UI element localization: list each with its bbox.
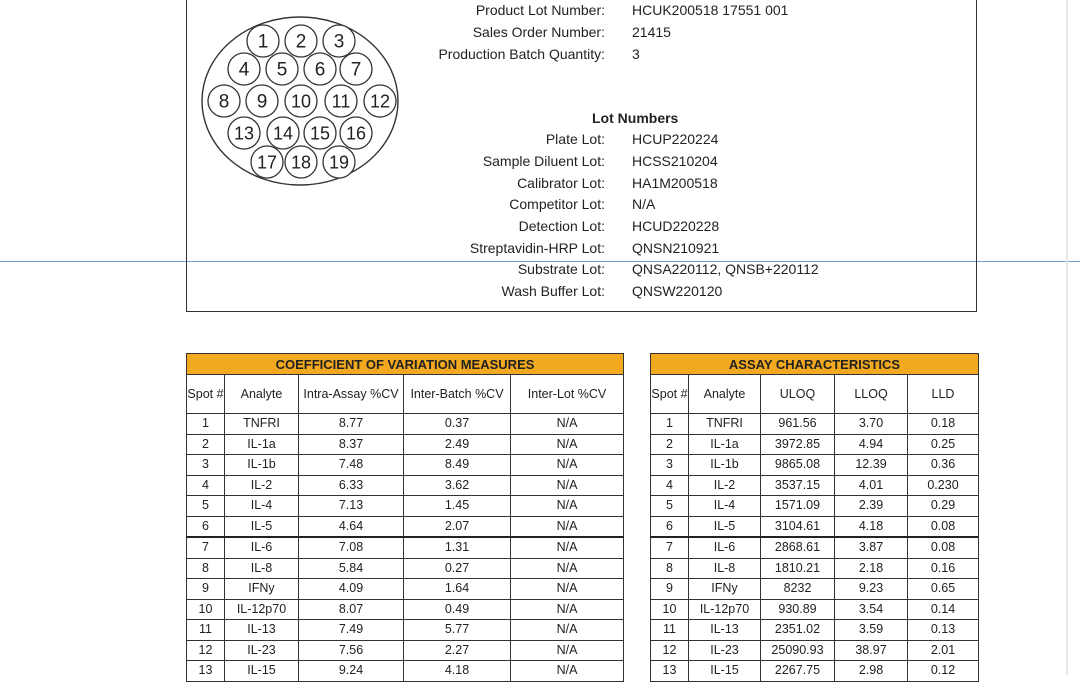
ac-cell: 2351.02 (761, 620, 835, 641)
cv-table-row (187, 537, 624, 558)
cv-cell: 2.27 (404, 640, 511, 661)
ac-cell: 3 (651, 455, 689, 476)
ac-cell: 0.08 (908, 516, 979, 537)
cv-cell: N/A (511, 558, 624, 579)
cv-header-spot: Spot # (187, 375, 225, 414)
ac-table-row (651, 414, 979, 435)
cv-cell: IL-5 (225, 516, 299, 537)
cv-cell: N/A (511, 579, 624, 600)
cv-cell: N/A (511, 661, 624, 682)
cv-table-title: COEFFICIENT OF VARIATION MEASURES (187, 354, 624, 375)
cv-header-inter-batch: Inter-Batch %CV (404, 375, 511, 414)
ac-table-row (651, 599, 979, 620)
cv-cell: IL-8 (225, 558, 299, 579)
cv-cell: 1.64 (404, 579, 511, 600)
cv-cell: IL-4 (225, 496, 299, 517)
lots-row (186, 238, 977, 258)
ac-cell: 1571.09 (761, 496, 835, 517)
cv-cell: 13 (187, 661, 225, 682)
spot-number: 13 (233, 123, 255, 144)
ac-cell: 25090.93 (761, 640, 835, 661)
ac-table-row (651, 516, 979, 537)
cv-cell: 7.49 (299, 620, 404, 641)
cv-cell: TNFRI (225, 414, 299, 435)
ac-table-row (651, 537, 979, 558)
cv-cell: 9 (187, 579, 225, 600)
ac-header-analyte: Analyte (689, 375, 761, 414)
cv-table-row (187, 455, 624, 476)
info-value: HCUK200518 17551 001 (632, 2, 789, 18)
cv-cell: 6 (187, 516, 225, 537)
ac-table-row (651, 620, 979, 641)
lots-label: Competitor Lot: (509, 196, 605, 212)
ac-cell: 4.01 (835, 475, 908, 496)
cv-cell: N/A (511, 516, 624, 537)
cv-cell: 7.56 (299, 640, 404, 661)
ac-table-row (651, 640, 979, 661)
lots-row (186, 216, 977, 236)
cv-cell: 10 (187, 599, 225, 620)
ac-cell: 4 (651, 475, 689, 496)
info-label: Sales Order Number: (472, 24, 605, 40)
cv-cell: 5.84 (299, 558, 404, 579)
lots-row (186, 194, 977, 214)
spot-number: 15 (309, 123, 331, 144)
ac-cell: IL-13 (689, 620, 761, 641)
info-label: Product Lot Number: (475, 2, 605, 18)
ac-cell: IFNy (689, 579, 761, 600)
spot-number: 8 (218, 91, 230, 113)
ac-cell: 1810.21 (761, 558, 835, 579)
ac-cell: 4.18 (835, 516, 908, 537)
spot-number: 19 (328, 152, 350, 173)
ac-cell: 3.87 (835, 537, 908, 558)
ac-cell: IL-1b (689, 455, 761, 476)
lots-label: Sample Diluent Lot: (482, 153, 605, 169)
info-row (186, 22, 977, 42)
spot-number: 16 (345, 123, 367, 144)
ac-cell: 1 (651, 414, 689, 435)
spot-number: 12 (369, 91, 391, 112)
cv-cell: 3 (187, 455, 225, 476)
cv-cell: 9.24 (299, 661, 404, 682)
ac-table-row (651, 475, 979, 496)
cv-cell: IL-1a (225, 434, 299, 455)
cv-cell: 1.45 (404, 496, 511, 517)
spot-number: 1 (257, 31, 269, 53)
ac-cell: 0.14 (908, 599, 979, 620)
spot-number: 11 (331, 91, 351, 112)
ac-cell: 3.70 (835, 414, 908, 435)
cv-cell: 1.31 (404, 537, 511, 558)
ac-cell: 9 (651, 579, 689, 600)
lots-label: Calibrator Lot: (517, 175, 605, 191)
ac-table-row (651, 455, 979, 476)
ac-cell: 2.18 (835, 558, 908, 579)
ac-cell: 0.08 (908, 537, 979, 558)
spot-number: 2 (295, 31, 307, 53)
assay-characteristics-table (650, 353, 979, 682)
ac-cell: IL-6 (689, 537, 761, 558)
cv-cell: 7 (187, 537, 225, 558)
cv-cell: N/A (511, 434, 624, 455)
cv-cell: N/A (511, 475, 624, 496)
cv-cell: IFNy (225, 579, 299, 600)
ac-cell: 3972.85 (761, 434, 835, 455)
cv-cell: N/A (511, 620, 624, 641)
lots-label: Plate Lot: (545, 131, 605, 147)
info-value: 3 (632, 46, 640, 62)
ac-table-row (651, 434, 979, 455)
cv-cell: 0.27 (404, 558, 511, 579)
cv-cell: 8 (187, 558, 225, 579)
cv-cell: N/A (511, 414, 624, 435)
cv-cell: 2.07 (404, 516, 511, 537)
cv-cell: 7.48 (299, 455, 404, 476)
ac-cell: 2.39 (835, 496, 908, 517)
product-info-rows (186, 0, 977, 312)
cv-cell: 3.62 (404, 475, 511, 496)
cv-table-row (187, 475, 624, 496)
ac-cell: 8 (651, 558, 689, 579)
ac-cell: 5 (651, 496, 689, 517)
spot-number: 7 (350, 59, 362, 81)
cv-cell: IL-2 (225, 475, 299, 496)
cv-table-row (187, 620, 624, 641)
ac-cell: 6 (651, 516, 689, 537)
lots-value: N/A (632, 196, 656, 212)
spot-number: 6 (314, 59, 326, 81)
cv-cell: IL-13 (225, 620, 299, 641)
cv-measures-table (186, 353, 624, 682)
ac-header-lld: LLD (908, 375, 979, 414)
cv-cell: N/A (511, 455, 624, 476)
cv-cell: N/A (511, 537, 624, 558)
lots-row (186, 129, 977, 149)
cv-header-inter-lot: Inter-Lot %CV (511, 375, 624, 414)
ac-cell: IL-4 (689, 496, 761, 517)
cv-cell: 5.77 (404, 620, 511, 641)
spot-number: 5 (276, 59, 288, 81)
ac-cell: IL-15 (689, 661, 761, 682)
info-label: Production Batch Quantity: (438, 46, 605, 62)
lots-value: HCUD220228 (632, 218, 720, 234)
ac-table-row (651, 579, 979, 600)
lots-value: QNSN210921 (632, 240, 720, 256)
cv-cell: 8.49 (404, 455, 511, 476)
cv-cell: N/A (511, 640, 624, 661)
cv-header-intra: Intra-Assay %CV (299, 375, 404, 414)
cv-table-row (187, 434, 624, 455)
spot-number: 10 (290, 91, 312, 112)
cv-cell: 2.49 (404, 434, 511, 455)
spot-number: 4 (238, 59, 250, 81)
lots-label: Detection Lot: (518, 218, 605, 234)
ac-cell: 4.94 (835, 434, 908, 455)
lots-label: Substrate Lot: (517, 261, 605, 277)
cv-cell: N/A (511, 496, 624, 517)
cv-cell: 4.09 (299, 579, 404, 600)
ac-cell: 0.65 (908, 579, 979, 600)
lots-value: HA1M200518 (632, 175, 718, 191)
ac-cell: 0.29 (908, 496, 979, 517)
cv-cell: 0.49 (404, 599, 511, 620)
ac-cell: 930.89 (761, 599, 835, 620)
ac-cell: 0.16 (908, 558, 979, 579)
ac-cell: IL-1a (689, 434, 761, 455)
lots-value: QNSW220120 (632, 283, 723, 299)
spot-number: 17 (256, 152, 278, 173)
spot-number: 18 (290, 152, 312, 173)
ac-cell: 9865.08 (761, 455, 835, 476)
page-edge (1066, 0, 1068, 675)
ac-cell: 2.01 (908, 640, 979, 661)
lots-row (186, 151, 977, 171)
ac-cell: 2267.75 (761, 661, 835, 682)
cv-table-row (187, 599, 624, 620)
ac-table-title: ASSAY CHARACTERISTICS (651, 354, 979, 375)
lots-label: Wash Buffer Lot: (501, 283, 605, 299)
ac-header-lloq: LLOQ (835, 375, 908, 414)
cv-cell: 0.37 (404, 414, 511, 435)
cv-table-row (187, 558, 624, 579)
ac-cell: 2.98 (835, 661, 908, 682)
ac-cell: 9.23 (835, 579, 908, 600)
cv-cell: IL-1b (225, 455, 299, 476)
ac-cell: 8232 (761, 579, 835, 600)
lots-label: Streptavidin-HRP Lot: (469, 240, 605, 256)
ac-cell: 3.54 (835, 599, 908, 620)
cv-cell: IL-23 (225, 640, 299, 661)
cv-table-row (187, 516, 624, 537)
cv-cell: 4 (187, 475, 225, 496)
spot-number: 14 (272, 123, 294, 144)
cv-cell: 12 (187, 640, 225, 661)
info-value: 21415 (632, 24, 671, 40)
cv-cell: 2 (187, 434, 225, 455)
ac-header-uloq: ULOQ (761, 375, 835, 414)
ac-cell: IL-2 (689, 475, 761, 496)
ac-cell: 0.25 (908, 434, 979, 455)
cv-cell: 1 (187, 414, 225, 435)
ac-cell: 3104.61 (761, 516, 835, 537)
ac-cell: 38.97 (835, 640, 908, 661)
ac-cell: 3537.15 (761, 475, 835, 496)
ac-cell: 961.56 (761, 414, 835, 435)
cv-cell: N/A (511, 599, 624, 620)
ac-header-spot: Spot # (651, 375, 689, 414)
ac-cell: 7 (651, 537, 689, 558)
cv-cell: 8.07 (299, 599, 404, 620)
ac-cell: TNFRI (689, 414, 761, 435)
cv-table-row (187, 414, 624, 435)
cv-cell: 4.64 (299, 516, 404, 537)
cv-table-row (187, 640, 624, 661)
cv-cell: IL-15 (225, 661, 299, 682)
ac-cell: IL-5 (689, 516, 761, 537)
lots-row (186, 259, 977, 279)
ac-cell: 3.59 (835, 620, 908, 641)
lots-row (186, 173, 977, 193)
spot-number: 9 (256, 91, 268, 113)
cv-cell: 6.33 (299, 475, 404, 496)
ac-cell: IL-12p70 (689, 599, 761, 620)
ac-cell: 10 (651, 599, 689, 620)
cv-cell: 11 (187, 620, 225, 641)
cv-cell: IL-12p70 (225, 599, 299, 620)
info-row (186, 0, 977, 20)
cv-cell: 8.37 (299, 434, 404, 455)
ac-table-row (651, 496, 979, 517)
ac-table-row (651, 661, 979, 682)
ac-cell: 0.18 (908, 414, 979, 435)
ac-cell: 12 (651, 640, 689, 661)
ac-cell: 2868.61 (761, 537, 835, 558)
ac-cell: IL-23 (689, 640, 761, 661)
lots-value: HCSS210204 (632, 153, 718, 169)
cv-table-row (187, 496, 624, 517)
ac-cell: 2 (651, 434, 689, 455)
cv-cell: 7.08 (299, 537, 404, 558)
ac-table-row (651, 558, 979, 579)
cv-cell: 7.13 (299, 496, 404, 517)
ac-cell: 0.230 (908, 475, 979, 496)
ac-cell: 11 (651, 620, 689, 641)
cv-cell: IL-6 (225, 537, 299, 558)
ac-cell: 0.36 (908, 455, 979, 476)
cv-cell: 5 (187, 496, 225, 517)
info-row (186, 44, 977, 64)
ac-cell: IL-8 (689, 558, 761, 579)
cv-header-analyte: Analyte (225, 375, 299, 414)
lots-row (186, 281, 977, 301)
cv-table-row (187, 579, 624, 600)
ac-cell: 0.12 (908, 661, 979, 682)
spot-number: 3 (333, 31, 345, 53)
ac-cell: 13 (651, 661, 689, 682)
ac-cell: 0.13 (908, 620, 979, 641)
ac-cell: 12.39 (835, 455, 908, 476)
cv-cell: 4.18 (404, 661, 511, 682)
cv-cell: 8.77 (299, 414, 404, 435)
lots-value: QNSA220112, QNSB+220112 (632, 261, 819, 277)
lot-numbers-heading: Lot Numbers (592, 110, 679, 126)
lots-value: HCUP220224 (632, 131, 719, 147)
cv-table-row (187, 661, 624, 682)
